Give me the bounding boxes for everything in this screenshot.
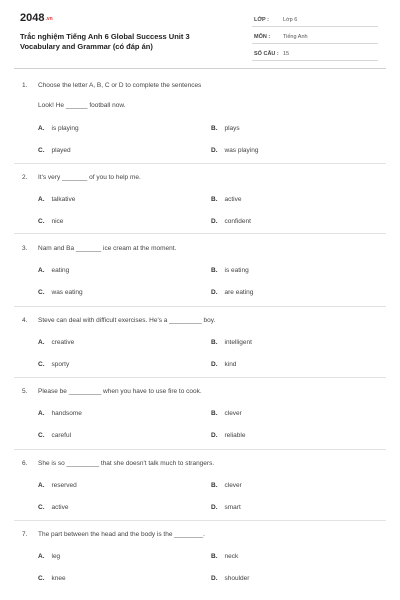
option-text: active (224, 196, 242, 203)
option-text: eating (51, 267, 70, 274)
option-a[interactable] (38, 196, 75, 203)
meta-row-class (252, 13, 378, 27)
option-c[interactable] (38, 361, 69, 368)
option-letter: C. (38, 504, 45, 511)
page-header (0, 0, 400, 66)
question-text: It's very _______ of you to help me. (38, 174, 141, 181)
option-text: reserved (51, 482, 77, 489)
option-letter: B. (211, 410, 218, 417)
option-letter: A. (38, 482, 45, 489)
option-b[interactable] (211, 339, 252, 346)
option-a[interactable] (38, 125, 79, 132)
option-letter: A. (38, 196, 45, 203)
option-c[interactable] (38, 289, 83, 296)
option-b[interactable] (211, 553, 238, 560)
option-letter: C. (38, 289, 45, 296)
option-d[interactable] (211, 432, 245, 439)
option-text: neck (224, 553, 239, 560)
option-text: creative (51, 339, 75, 346)
option-letter: D. (211, 504, 218, 511)
option-letter: D. (211, 218, 218, 225)
option-text: is eating (224, 267, 249, 274)
question-text: Nam and Ba _______ ice cream at the moment. (38, 245, 177, 252)
meta-value: Lớp 6 (283, 17, 298, 23)
question-divider (14, 233, 386, 234)
option-text: kind (224, 361, 237, 368)
option-letter: C. (38, 147, 45, 154)
option-text: careful (51, 432, 72, 439)
meta-label: LỚP : (254, 17, 269, 23)
option-c[interactable] (38, 432, 71, 439)
option-a[interactable] (38, 267, 69, 274)
page-title: Trắc nghiệm Tiếng Anh 6 Global Success Unit 3 Vocabulary and Grammar (có đáp án) (20, 32, 190, 51)
question-text: Choose the letter A, B, C or D to complete the sentences (38, 82, 202, 89)
option-a[interactable] (38, 410, 82, 417)
option-letter: A. (38, 410, 45, 417)
option-letter: B. (211, 339, 218, 346)
question-divider (14, 520, 386, 521)
option-c[interactable] (38, 218, 63, 225)
option-b[interactable] (211, 410, 242, 417)
option-text: is playing (51, 125, 79, 132)
option-c[interactable] (38, 147, 71, 154)
option-letter: B. (211, 125, 218, 132)
option-text: sporty (51, 361, 70, 368)
option-letter: C. (38, 432, 45, 439)
option-b[interactable] (211, 196, 241, 203)
option-d[interactable] (211, 147, 258, 154)
option-text: plays (224, 125, 240, 132)
option-text: nice (51, 218, 64, 225)
option-letter: C. (38, 575, 45, 582)
question-number: 2. (22, 174, 28, 181)
option-text: clever (224, 482, 242, 489)
question-number: 3. (22, 245, 28, 252)
option-text: active (51, 504, 69, 511)
option-letter: C. (38, 218, 45, 225)
option-letter: B. (211, 482, 218, 489)
question-number: 7. (22, 531, 28, 538)
option-a[interactable] (38, 482, 77, 489)
meta-row-count (252, 47, 378, 61)
option-letter: D. (211, 361, 218, 368)
option-letter: A. (38, 339, 45, 346)
option-letter: D. (211, 575, 218, 582)
question-number: 6. (22, 460, 28, 467)
option-text: was playing (224, 147, 259, 154)
option-c[interactable] (38, 575, 66, 582)
option-b[interactable] (211, 482, 242, 489)
option-c[interactable] (38, 504, 68, 511)
option-text: talkative (51, 196, 76, 203)
question-text: The part between the head and the body is the ________. (38, 531, 205, 538)
option-d[interactable] (211, 218, 251, 225)
option-letter: C. (38, 361, 45, 368)
meta-value: Tiếng Anh (283, 34, 308, 40)
option-a[interactable] (38, 553, 60, 560)
question-divider (14, 377, 386, 378)
option-d[interactable] (211, 504, 241, 511)
site-logo[interactable] (20, 12, 53, 24)
header-divider (14, 68, 386, 69)
option-letter: D. (211, 147, 218, 154)
option-text: are eating (224, 289, 254, 296)
logo-suffix: .vn (45, 16, 53, 22)
meta-row-subject (252, 30, 378, 44)
option-b[interactable] (211, 125, 240, 132)
option-letter: B. (211, 267, 218, 274)
meta-label: MÔN : (254, 34, 271, 40)
option-letter: D. (211, 289, 218, 296)
option-text: smart (224, 504, 241, 511)
option-text: reliable (224, 432, 246, 439)
option-letter: A. (38, 553, 45, 560)
option-text: clever (224, 410, 242, 417)
question-divider (14, 306, 386, 307)
option-b[interactable] (211, 267, 249, 274)
option-text: leg (51, 553, 61, 560)
option-letter: A. (38, 125, 45, 132)
option-text: handsome (51, 410, 82, 417)
quiz-meta (252, 13, 378, 64)
question-number: 1. (22, 82, 28, 89)
option-letter: B. (211, 196, 218, 203)
question-text: She is so _________ that she doesn't talk much to strangers. (38, 460, 215, 467)
question-divider (14, 163, 386, 164)
meta-label: SỐ CÂU : (254, 51, 279, 57)
option-text: was eating (51, 289, 83, 296)
question-number: 4. (22, 317, 28, 324)
option-text: shoulder (224, 575, 250, 582)
question-text: Steve can deal with difficult exercises. He's a _________ boy. (38, 317, 216, 324)
option-text: confident (224, 218, 251, 225)
option-d[interactable] (211, 289, 253, 296)
question-number: 5. (22, 388, 28, 395)
question-text: Please be _________ when you have to use fire to cook. (38, 388, 202, 395)
option-letter: A. (38, 267, 45, 274)
option-letter: B. (211, 553, 218, 560)
option-d[interactable] (211, 361, 236, 368)
option-a[interactable] (38, 339, 74, 346)
option-d[interactable] (211, 575, 249, 582)
question-divider (14, 449, 386, 450)
option-letter: D. (211, 432, 218, 439)
question-sentence: Look! He ______ football now. (38, 102, 126, 109)
meta-value: 15 (283, 51, 290, 57)
option-text: knee (51, 575, 66, 582)
option-text: intelligent (224, 339, 252, 346)
logo-text: 2048 (20, 12, 45, 24)
option-text: played (51, 147, 71, 154)
